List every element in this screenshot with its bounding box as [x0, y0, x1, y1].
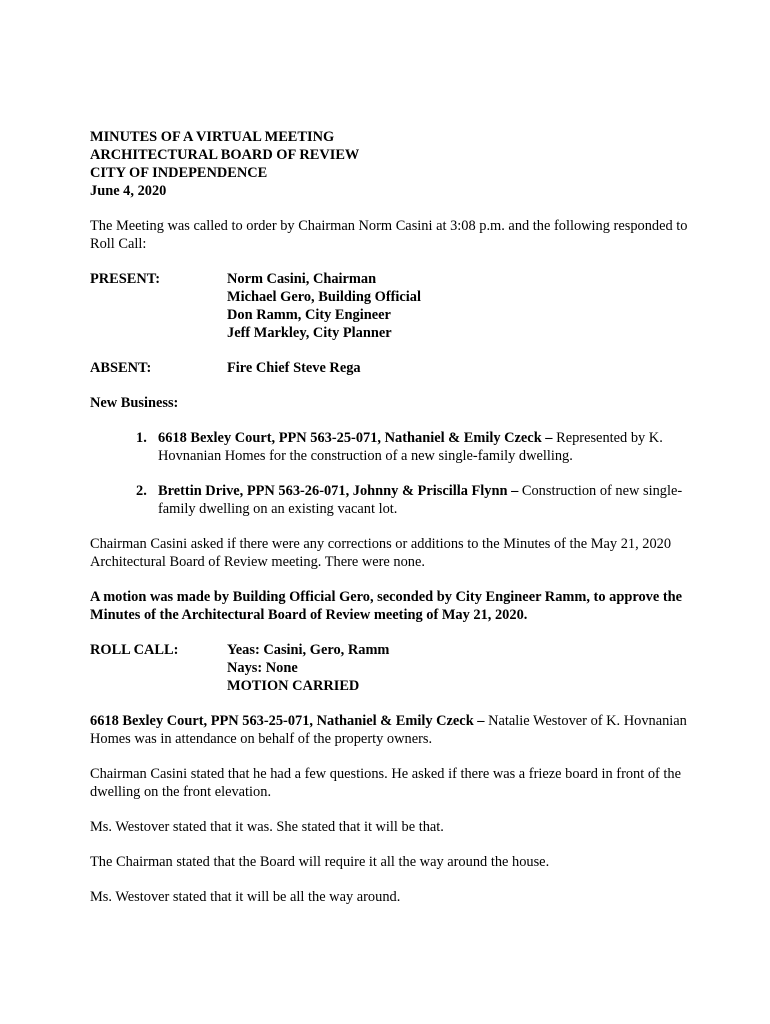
document-header — [90, 128, 690, 200]
discussion-paragraph: The Chairman stated that the Board will require it all the way around the house. — [90, 854, 550, 870]
roll-call-yeas: Yeas: Casini, Gero, Ramm — [227, 642, 390, 658]
item-title: Brettin Drive, PPN 563-26-071, Johnny & Priscilla Flynn – — [158, 483, 519, 499]
discussion-paragraph: Ms. Westover stated that it was. She stated that it will be that. — [90, 819, 444, 835]
item-description: Represented by K. Hovnanian Homes for the construction of a new single-family dwelling. — [158, 430, 663, 464]
header-date: June 4, 2020 — [90, 183, 167, 199]
item-number: 1. — [136, 430, 147, 446]
present-member: Don Ramm, City Engineer — [227, 307, 391, 323]
present-member: Michael Gero, Building Official — [227, 289, 421, 305]
roll-call-nays: Nays: None — [227, 660, 298, 676]
present-label: PRESENT: — [90, 271, 161, 287]
list-item — [136, 482, 690, 518]
present-member: Norm Casini, Chairman — [227, 271, 377, 287]
item-heading-bold: 6618 Bexley Court, PPN 563-25-071, Nathaniel & Emily Czeck – — [90, 713, 485, 729]
absent-section — [90, 359, 690, 377]
present-section — [90, 270, 690, 342]
minutes-paragraph: Chairman Casini asked if there were any corrections or additions to the Minutes of the May 21, 2020 Architectural Board of Review meeting. There were none. — [90, 536, 672, 570]
item-title: 6618 Bexley Court, PPN 563-25-071, Nathaniel & Emily Czeck – — [158, 430, 553, 446]
item-heading-text: Natalie Westover of K. Hovnanian Homes was in attendance on behalf of the property owners. — [90, 713, 687, 747]
discussion-paragraph: Chairman Casini stated that he had a few questions. He asked if there was a frieze board in front of the dwelling on the front elevation. — [90, 766, 682, 800]
new-business-list — [90, 429, 690, 518]
absent-label: ABSENT: — [90, 360, 152, 376]
intro-paragraph: The Meeting was called to order by Chairman Norm Casini at 3:08 p.m. and the following responded to Roll Call: — [90, 218, 688, 252]
item-number: 2. — [136, 483, 147, 499]
present-list — [227, 270, 421, 342]
absent-list — [227, 359, 361, 377]
present-member: Jeff Markley, City Planner — [227, 325, 392, 341]
item-paragraph — [90, 712, 690, 748]
document-body — [90, 128, 690, 906]
header-city: CITY OF INDEPENDENCE — [90, 165, 268, 181]
header-board: ARCHITECTURAL BOARD OF REVIEW — [90, 147, 360, 163]
discussion-paragraph: Ms. Westover stated that it will be all the way around. — [90, 889, 401, 905]
absent-member: Fire Chief Steve Rega — [227, 360, 361, 376]
item-description: Construction of new single-family dwelling on an existing vacant lot. — [158, 483, 683, 517]
header-title: MINUTES OF A VIRTUAL MEETING — [90, 129, 335, 145]
roll-call-results — [227, 641, 389, 695]
motion-paragraph: A motion was made by Building Official Gero, seconded by City Engineer Ramm, to approve the Minutes of the Architectural Board of Review meeting of May 21, 2020. — [90, 589, 683, 623]
roll-call-section — [90, 641, 690, 695]
roll-call-result: MOTION CARRIED — [227, 678, 360, 694]
list-item — [136, 429, 690, 465]
roll-call-label: ROLL CALL: — [90, 642, 179, 658]
new-business-heading: New Business: — [90, 395, 179, 411]
